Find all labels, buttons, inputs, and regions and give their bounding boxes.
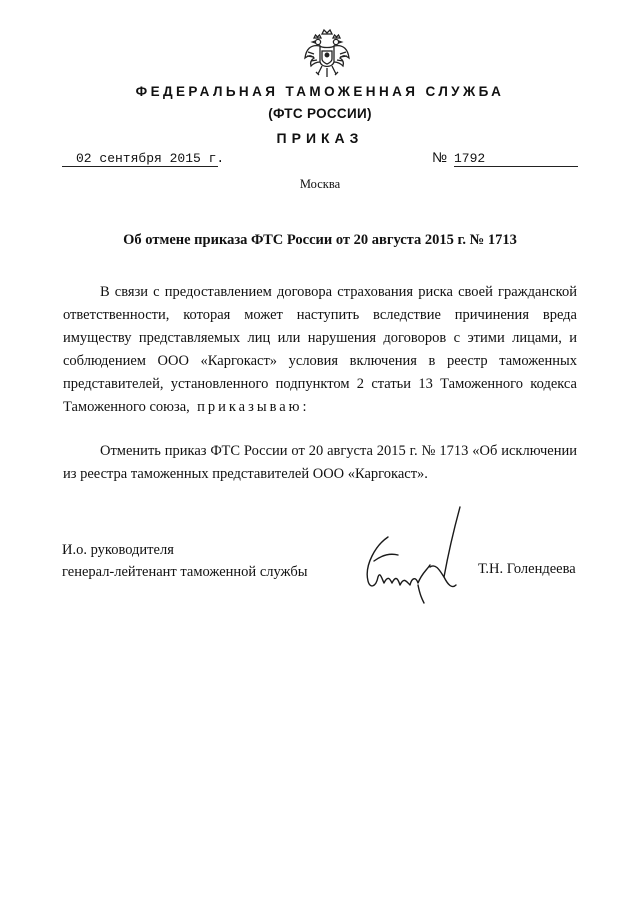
order-number: 1792: [454, 151, 578, 167]
agency-short-name: (ФТС РОССИИ): [268, 106, 372, 121]
order-directive: приказываю:: [197, 399, 310, 415]
city: Москва: [299, 177, 341, 191]
body-paragraph-1-text: В связи с предоставлением договора страхования риска своей гражданской ответственности, которая может наступить вследствие причинения вреда имуществу представляемых лиц или нарушения договоров с этими лицами, и соблюдением ООО «Каргокаст» условия включения в реестр таможенных представителей, установленного подпунктом 2 статьи 13 Таможенного кодекса Таможенного союза,: [63, 284, 577, 415]
signatory-position-line-2: генерал-лейтенант таможенной службы: [62, 564, 308, 580]
signatory-position: [62, 539, 308, 583]
body-paragraph-2: Отменить приказ ФТС России от 20 августа 2015 г. № 1713 «Об исключении из реестра таможенных представителей ООО «Каргокаст».: [63, 443, 577, 482]
signatory-name: Т.Н. Голендеева: [478, 561, 576, 577]
body-paragraph-1: [63, 281, 577, 419]
coat-of-arms-icon: [302, 28, 352, 80]
order-date: 02 сентября 2015 г.: [62, 151, 218, 167]
document-type: ПРИКАЗ: [276, 130, 364, 146]
handwritten-signature: [360, 505, 470, 605]
number-sign: №: [432, 149, 448, 165]
signatory-position-line-1: И.о. руководителя: [62, 542, 174, 558]
order-subject: Об отмене приказа ФТС России от 20 августа 2015 г. № 1713: [123, 232, 517, 248]
agency-name: ФЕДЕРАЛЬНАЯ ТАМОЖЕННАЯ СЛУЖБА: [135, 84, 505, 99]
